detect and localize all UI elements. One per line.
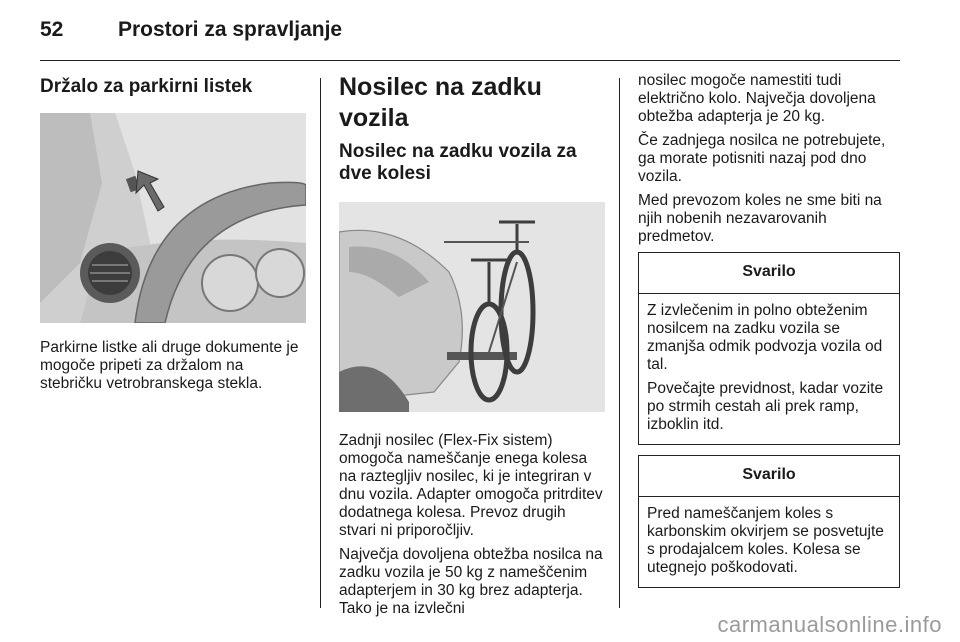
subsection-title: Nosilec na zadku vozila za dve kolesi	[339, 140, 577, 185]
carrier-description: Zadnji nosilec (Flex-Fix sistem) omogoča nameščanje enega kolesa na raztegljiv nosilec, ki je integriran v dnu vozila. Adapter omogoča pritrditev dodatnega kolesa. Prevoz drugih stvari ni priporočljiv.	[339, 432, 603, 540]
carrier-retract-info: Če zadnjega nosilca ne potrebujete, ga morate potisniti nazaj pod dno vozila.	[638, 132, 886, 185]
carrier-ebike-info: nosilec mogoče namestiti tudi električno kolo. Največja dovoljena obtežba adapterja je 20 kg.	[638, 72, 876, 125]
warning-title: Svarilo	[639, 456, 899, 497]
column-2	[339, 72, 605, 624]
carrier-objects-info: Med prevozom koles ne sme biti na njih nobenih nezavarovanih predmetov.	[638, 192, 882, 245]
warning-box	[638, 252, 900, 445]
rear-bike-carrier-illustration	[339, 202, 605, 412]
column-1	[40, 72, 306, 399]
holder-description: Parkirne listke ali druge dokumente je mogoče pripeti za držalom na stebričku vetrobranskega stekla.	[40, 338, 299, 392]
header-rule	[40, 60, 900, 61]
parking-ticket-holder-illustration	[40, 113, 306, 323]
section-title: Nosilec na zadku vozila	[339, 73, 542, 133]
warning-text: Z izvlečenim in polno obteženim nosilcem na zadku vozila se zmanjša odmik podvozja vozila od tal.	[647, 302, 883, 373]
column-divider	[320, 78, 321, 608]
warning-box	[638, 455, 900, 588]
carrier-load-info: Največja dovoljena obtežba nosilca na zadku vozila je 50 kg z nameščenim adapterjem in 30 kg brez adapterja. Tako je na izvlečni	[339, 546, 603, 618]
warning-text: Pred nameščanjem koles s karbonskim okvirjem se posvetujte s prodajalcem koles. Kolesa se utegnejo poškodovati.	[647, 505, 884, 576]
page-number: 52	[40, 18, 64, 41]
warning-title: Svarilo	[639, 253, 899, 294]
column-3	[638, 72, 900, 588]
warning-text: Povečajte previdnost, kadar vozite po strmih cestah ali prek ramp, izboklin itd.	[647, 380, 884, 433]
section-heading: Držalo za parkirni listek	[40, 76, 253, 97]
column-divider	[619, 78, 620, 608]
running-title: Prostori za spravljanje	[118, 18, 343, 41]
watermark: carmanualsonline.info	[717, 612, 942, 637]
